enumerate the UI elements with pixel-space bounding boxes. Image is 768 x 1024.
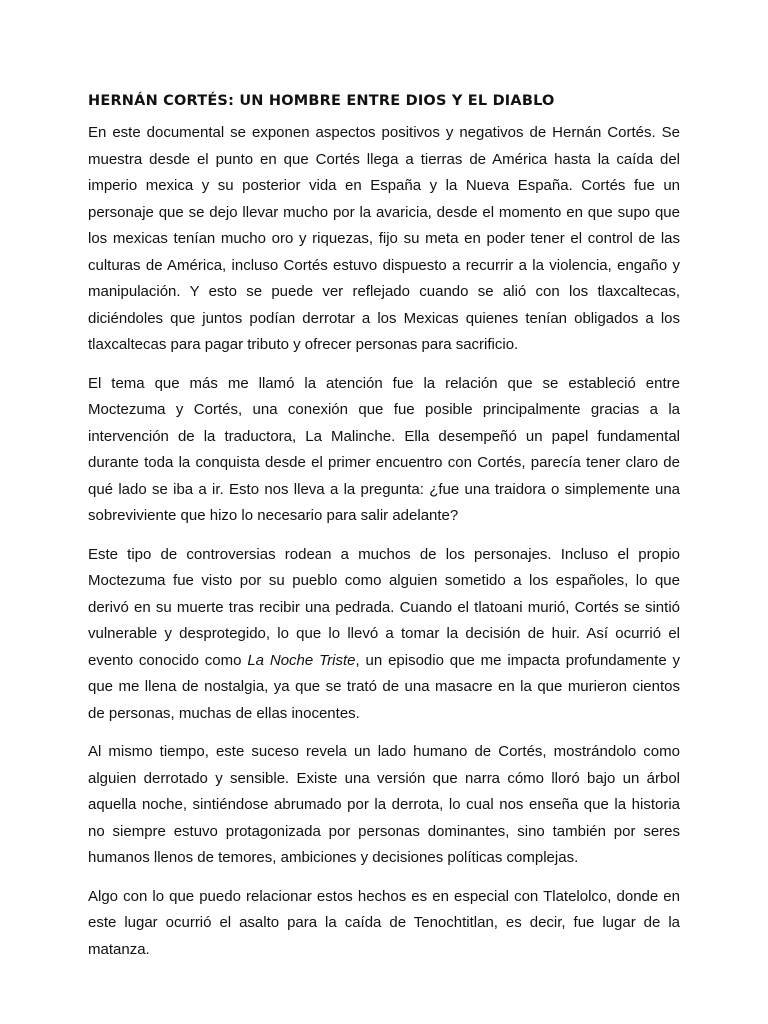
- document-title: HERNÁN CORTÉS: UN HOMBRE ENTRE DIOS Y EL DIABLO: [88, 93, 555, 109]
- document-page: [88, 90, 680, 975]
- paragraph-1: En este documental se exponen aspectos positivos y negativos de Hernán Cortés. Se muestra desde el punto en que Cortés llega a tierras de América hasta la caída del imperio mexica y su posterior vida en España y la Nueva España. Cortés fue un personaje que se dejo llevar mucho por la avaricia, desde el momento en que supo que los mexicas tenían mucho oro y riquezas, fijo su meta en poder tener el control de las culturas de América, incluso Cortés estuvo dispuesto a recurrir a la violencia, engaño y manipulación. Y esto se puede ver reflejado cuando se alió con los tlaxcaltecas, diciéndoles que juntos podían derrotar a los Mexicas quienes tenían obligados a los tlaxcaltecas para pagar tributo y ofrecer personas para sacrificio.: [88, 124, 680, 353]
- paragraph-2: El tema que más me llamó la atención fue la relación que se estableció entre Moctezuma y Cortés, una conexión que fue posible principalmente gracias a la intervención de la traductora, La Malinche. Ella desempeñó un papel fundamental durante toda la conquista desde el primer encuentro con Cortés, parecía tener claro de qué lado se iba a ir. Esto nos lleva a la pregunta: ¿fue una traidora o simplemente una sobreviviente que hizo lo necesario para salir adelante?: [88, 374, 680, 524]
- paragraph-3: [88, 542, 680, 728]
- paragraph-5: Algo con lo que puedo relacionar estos hechos es en especial con Tlatelolco, donde en este lugar ocurrió el asalto para la caída de Tenochtitlan, es decir, fue lugar de la matanza.: [88, 887, 680, 958]
- paragraph-3-text-before: Este tipo de controversias rodean a muchos de los personajes. Incluso el propio Moctezuma fue visto por su pueblo como alguien sometido a los españoles, lo que derivó en su muerte tras recibir una pedrada. Cuando el tlatoani murió, Cortés se sintió vulnerable y desprotegido, lo que lo llevó a tomar la decisión de huir. Así ocurrió el evento conocido como: [88, 545, 680, 669]
- paragraph-3-text-after: , un episodio que me impacta profundamente y que me llena de nostalgia, ya que se trató de una masacre en la que murieron cientos de personas, muchas de ellas inocentes.: [88, 651, 681, 722]
- paragraph-4: Al mismo tiempo, este suceso revela un lado humano de Cortés, mostrándolo como alguien derrotado y sensible. Existe una versión que narra cómo lloró bajo un árbol aquella noche, sintiéndose abrumado por la derrota, lo cual nos enseña que la historia no siempre estuvo protagonizada por personas dominantes, sino también por seres humanos llenos de temores, ambiciones y decisiones políticas complejas.: [88, 743, 680, 866]
- la-noche-triste-italic: La Noche Triste: [247, 651, 356, 669]
